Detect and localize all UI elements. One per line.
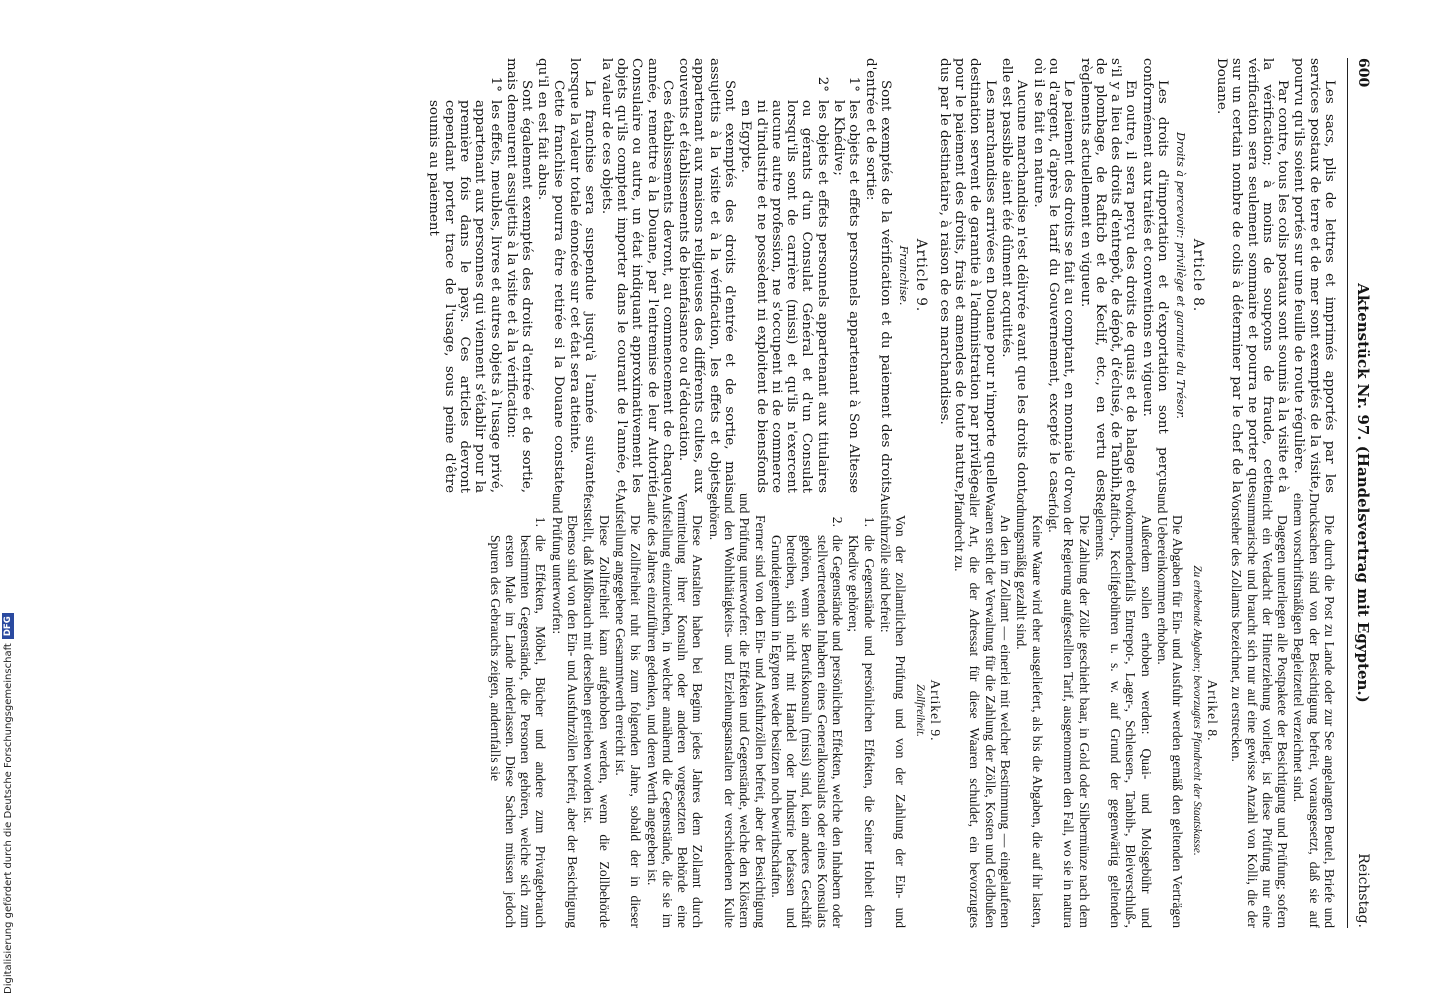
document-number: Aktenstück Nr. 97.	[1354, 283, 1372, 441]
german-item-text: die Gegenstände und persönlichen Effekten, die Seiner Hoheit dem Khedive gehören;	[846, 535, 877, 928]
german-item-number: 1.	[861, 516, 877, 527]
french-paragraph: Les sacs, plis de lettres et imprimés apportés par les services postaux de terre et de mer sont exemptés de la visite, pourvu qu'ils soient portés sur une feuille de route régulière.	[1291, 58, 1337, 493]
german-paragraph: Außerdem sollen erhoben werden: Quai- und Molsgebühr und vorkommendenfalls Entrepot-, Lager-, Schleusen-, Tanbih-, Bleiverschluß-, Rafticb-, Keclifgebühren u. s. w. auf Grund der gegenwärtig geltenden Reglements.	[1092, 493, 1154, 928]
french-article-subtitle: Franchise.	[897, 245, 911, 306]
german-list-item	[487, 493, 548, 928]
french-paragraph: Aucune marchandise n'est délivrée avant que les droits dont elle est passible aient été dûment acquittés.	[999, 58, 1030, 493]
footer-text: Digitalisierung gefördert durch die Deutsche Forschungsgemeinschaft	[3, 643, 14, 994]
french-paragraph: Par contre, tous les colis postaux sont soumis à la visite et à la vérification; à moins de soupçons de fraude, cette vérification sera seulement sommaire et pourra ne porter que sur un certain nombre de colis à déterminer par le chef de la Douane.	[1213, 58, 1291, 493]
german-item-number: 1.	[533, 516, 549, 527]
french-column	[425, 58, 1337, 493]
german-list-item	[769, 493, 845, 928]
german-paragraph: Ferner sind von den Ein- und Ausfuhrzöllen befreit, aber der Besichtigung und Prüfung unterworfen: die Effekten und Gegenstände, welche den Klöstern und den Wohlthätigkeits- und Erziehungsanstalten der verschiedenen Kulte gehören.	[706, 493, 768, 928]
french-list-item	[426, 58, 502, 493]
french-item-number: 1°	[487, 76, 503, 92]
french-paragraph: Cette franchise pourra être retirée si la Douane constate qu'il en est fait abus.	[535, 58, 566, 493]
french-article-heading: Article 9.	[912, 238, 929, 313]
french-paragraph: Les droits d'importation et d'exportation sont perçus conformément aux traités et conventions en vigueur.	[1139, 58, 1171, 493]
german-article-subtitle: Zollfreiheit.	[913, 684, 926, 737]
french-list-item	[738, 58, 830, 493]
german-paragraph: Dagegen unterliegen alle Postpakete der Besichtigung und Prüfung; sofern nicht ein Verdacht der Hinterziehung vorliegt, ist diese Prüfung nur eine summarische und braucht sich nur auf eine gewisse Anzahl von Kolli, die der Vorsteher des Zollamts bezeichnet, zu erstrecken.	[1229, 493, 1291, 928]
german-article-heading: Artikel 8.	[1204, 679, 1220, 742]
german-paragraph: Die durch die Post zu Lande oder zur See angelangten Beutel, Briefe und Drucksachen sind von der Besichtigung befreit, vorausgesetzt, daß sie auf einem vorschriftsmäßigen Begleitzettel verzeichnet sind.	[1291, 493, 1337, 928]
german-paragraph: Die Zollfreiheit ruht bis zum folgenden Jahre, sobald der in dieser Aufstellung angegebene Gesammtwerth erreicht ist.	[612, 493, 644, 928]
german-paragraph: Von der zollamtlichen Prüfung und von der Zahlung der Ein- und Ausfuhrzölle sind befreit:	[877, 493, 909, 928]
german-article-heading: Artikel 9.	[927, 679, 943, 742]
french-article-heading: Article 8.	[1189, 238, 1206, 313]
french-paragraph: Ces établissements devront, au commencement de chaque année, remettre à la Douane, par l'entremise de leur Autorité Consulaire ou autre, un état indiquant approximativement les objets qu'ils comptent importer dans le courant de l'année, et la valeur de ces objets.	[598, 58, 675, 493]
document-subtitle: (Handelsvertrag mit Egypten.)	[1354, 445, 1372, 703]
german-paragraph: Keine Waare wird eher ausgeliefert, als bis die Abgaben, die auf ihr lasten, ordnungsmäßig gezahlt sind.	[1014, 493, 1045, 928]
page-number: 600	[1355, 58, 1371, 88]
french-paragraph: Les marchandises arrivées en Douane pour n'importe quelle destination servent de garantie à l'administration par privilège pour le paiement des droits, frais et amendes de toute nature, dus par le destinataire, à raison de ces marchandises.	[936, 58, 998, 493]
digitization-footer	[0, 0, 18, 1000]
german-paragraph: Die Abgaben für Ein- und Ausfuhr werden gemäß den geltenden Verträgen und Uebereinkommen erhoben.	[1155, 493, 1186, 928]
running-header	[1347, 58, 1370, 928]
french-paragraph: En outre, il sera perçu des droits de quais et de halage et s'il y a lieu des droits d'entrepôt, de dépôt, d'éclusé, de Tanbih, de plombage, de Rafticb et de Keclif, etc., en vertu des règlements actuellement en vigueur.	[1077, 58, 1139, 493]
french-item-text: les objets et effets personnels appartenant aux titulaires ou gérants d'un Consulat Général et d'un Consulat lorsqu'ils sont de carrière (missi) et qu'ils n'exercent aucune autre profession, ne s'occupent ni de commerce ni d'industrie et ne possèdent ni exploitent de biensfonds en Egypte.	[738, 100, 830, 493]
french-paragraph: Le paiement des droits se fait au comptant, en monnaie d'or ou d'argent, d'après le tarif du Gouvernement, excepté le cas où il se fait en nature.	[1030, 58, 1077, 493]
french-paragraph: La franchise sera suspendue jusqu'à l'année suivante lorsque la valeur totale énoncée sur cet état sera atteinte.	[567, 58, 598, 493]
french-article-subtitle: Droits à percevoir: privilège et garantie du Trésor.	[1174, 132, 1188, 419]
french-item-number: 2°	[814, 76, 830, 92]
german-list-item	[846, 493, 877, 928]
french-paragraph: Sont également exemptés des droits d'entrée et de sortie, mais demeurent assujettis à la visite et à la vérification:	[503, 58, 535, 493]
french-paragraph: Sont exemptés de la vérification et du paiement des droits d'entrée et de sortie:	[862, 58, 893, 493]
french-list-item	[831, 58, 862, 493]
french-paragraph: Sont exemptés des droits d'entrée et de sortie, mais assujettis à la visite et à la vérification, les effets et objets appartenant aux maisons religieuses des différents cultes, aux couvents et établissements de bienfaisance ou d'éducation.	[676, 58, 738, 493]
french-item-number: 1°	[846, 76, 862, 92]
german-paragraph: Diese Zollfreiheit kann aufgehoben werden, wenn die Zollbehörde feststellt, daß Mißbrauch mit derselben getrieben worden ist.	[581, 493, 612, 928]
german-column	[425, 493, 1337, 928]
german-article-subtitle: Zu erhebende Abgaben; bevorzugtes Pfandrecht der Staatskasse.	[1190, 565, 1203, 856]
header-label: Reichstag.	[1355, 853, 1371, 928]
page-title	[1355, 58, 1370, 928]
dfg-logo: DFG	[2, 613, 14, 639]
german-paragraph: Die Zahlung der Zölle geschieht baar, in Gold oder Silbermünze nach dem von der Regierung aufgestellten Tarif, ausgenommen den Fall, wo sie in natura erfolgt.	[1045, 493, 1092, 928]
german-paragraph: Diese Anstalten haben bei Beginn jedes Jahres dem Zollamt durch Vermittelung ihrer Konsuln oder anderen vorgesetzten Behörde eine Aufstellung einzureichen, in welcher annähernd die Gegenstände, die sie im Laufe des Jahres einzuführen gedenken, und deren Werth angegeben ist.	[644, 493, 706, 928]
german-paragraph: Ebenso sind von den Ein- und Ausfuhrzöllen befreit, aber der Besichtigung und Prüfung unterworfen:	[549, 493, 581, 928]
german-item-number: 2.	[830, 516, 846, 527]
german-item-text: die Effekten, Möbel, Bücher und andere zum Privatgebrauch bestimmten Gegenstände, die Personen gehören, welche sich zum ersten Male im Lande niederlassen. Diese Sachen müssen jedoch Spuren des Gebrauchs zeigen, andernfalls sie	[487, 535, 549, 928]
german-item-text: die Gegenstände und persönlichen Effekten, welche den Inhabern oder stellvertretenden Inhabern eines Generalkonsulats oder eines Konsulats gehören, wenn sie Berufskonsuln (missi) sind, kein anderes Geschäft betreiben, sich nicht mit Handel oder Industrie befassen und Grundeigenthum in Egypten weder besitzen noch bewirthschaften.	[768, 535, 846, 928]
french-item-text: les objets et effets personnels appartenant à Son Altesse le Khédive;	[831, 100, 862, 493]
german-paragraph: An den im Zollamt — einerlei mit welcher Bestimmung — eingelaufenen Waaren steht der Verwaltung für die Zahlung der Zölle, Kosten und Geldbußen aller Art, die der Adressat für diese Waaren schuldet, ein bevorzugtes Pfandrecht zu.	[952, 493, 1014, 928]
french-item-text: les effets, meubles, livres et autres objets à l'usage privé, appartenant aux personnes qui viennent s'établir pour la première fois dans le pays. Ces articles devront cependant porter trace de l'usage, sous peine d'être soumis au paiement	[426, 100, 503, 493]
two-column-body	[425, 58, 1337, 928]
